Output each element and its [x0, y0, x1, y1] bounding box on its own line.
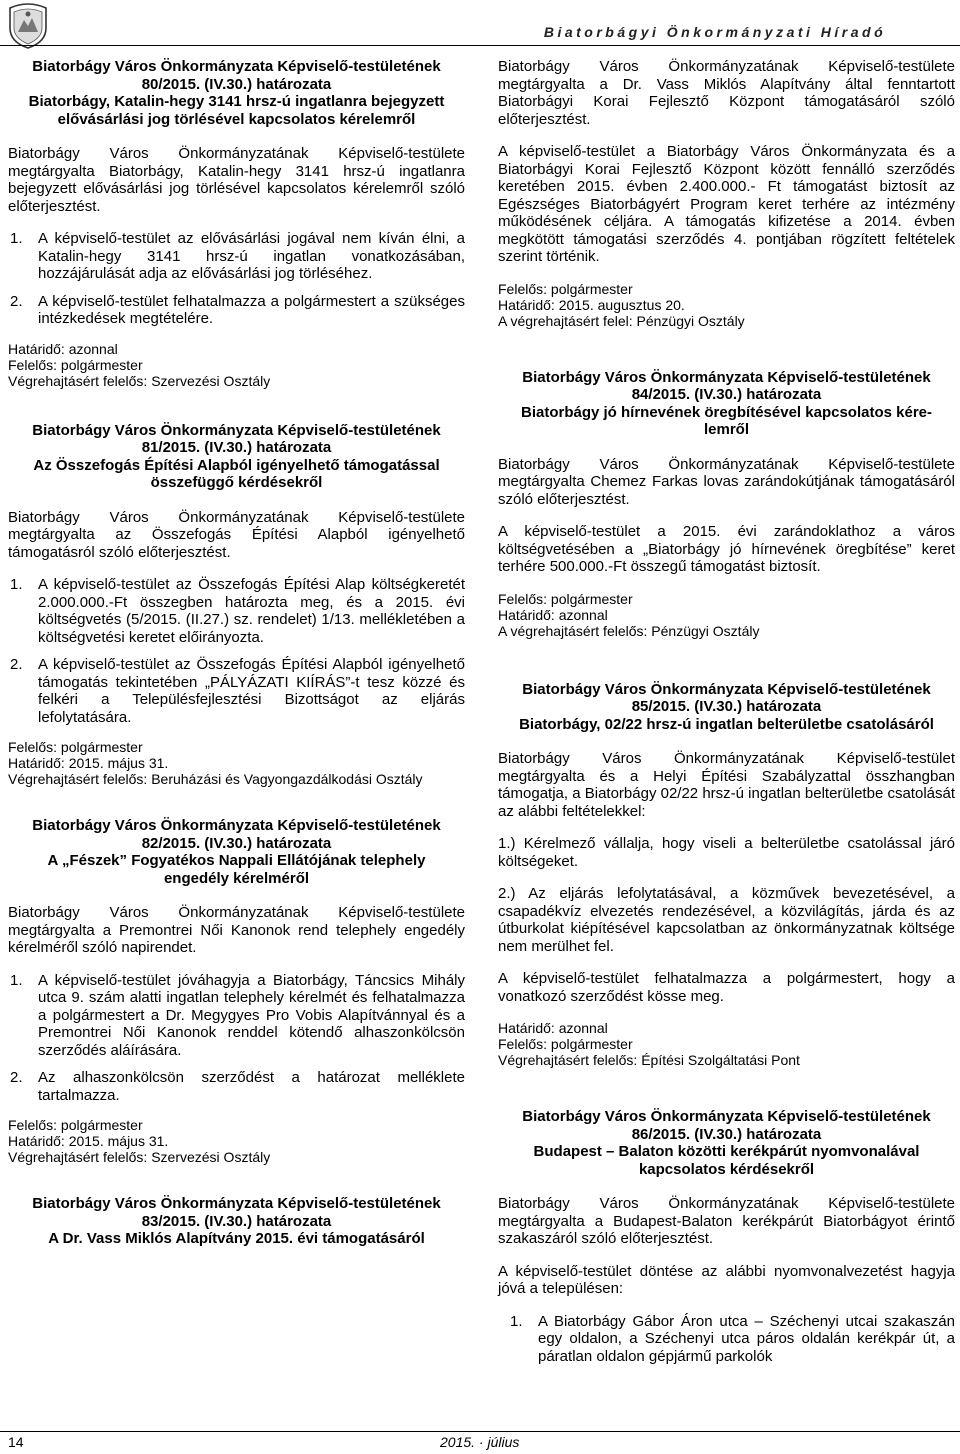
item-number: 1.: [510, 1312, 523, 1330]
heading-line: Biatorbágy Város Önkormányzata Képviselő-testületének: [522, 680, 931, 698]
deadline-line: Határidő: azonnal: [498, 1020, 608, 1036]
heading-line: Biatorbágy Város Önkormányzata Képviselő-testületének: [32, 58, 441, 75]
page-footer: [0, 1426, 960, 1454]
decision-list: [498, 1313, 955, 1366]
left-column: [8, 58, 465, 1265]
responsible-line: Felelős: polgármester: [8, 356, 143, 373]
heading-line: 85/2015. (IV.30.) határozata: [631, 698, 822, 715]
resolution-body: A képviselő-testület a 2015. évi zarándoklathoz a város költségvetésében a „Biatorbágy jó hírnevének öregbítése” keret terhére 500.000.-Ft összegű támogatást biztosít.: [498, 523, 955, 575]
list-item: [8, 576, 465, 646]
item-text: A képviselő-testület az elővásárlási jogával nem kíván élni, a Katalin-hegy 3141 hrsz-ú ingatlan vonatkozásában, hozzájárulását adja az elővásárlási jog törléséhez.: [38, 230, 465, 282]
item-text: Az alhaszonkölcsön szerződést a határozat melléklete tartalmazza.: [38, 1069, 465, 1104]
item-text: A képviselő-testület felhatalmazza a polgármestert a szükséges intézkedések megtételére.: [38, 292, 465, 327]
resolution-heading-83: [8, 1195, 465, 1248]
heading-line: 84/2015. (IV.30.) határozata: [631, 386, 822, 403]
resolution-heading-84: [498, 369, 955, 439]
deadline-line: Határidő: 2015. május 31.: [8, 755, 169, 771]
responsible-line: Felelős: polgármester: [498, 590, 633, 607]
item-text: A képviselő-testület az Összefogás Építési Alapból igényelhető támogatás tekintetében „PÁLYÁZATI KIÍRÁS”-t tesz közzé és felkéri a Településfejlesztési Bizottságot az eljárás lefolytatására.: [38, 656, 465, 726]
heading-line: Biatorbágy Város Önkormányzata Képviselő-testületének: [32, 817, 441, 834]
resolution-intro: Biatorbágy Város Önkormányzatának Képviselő-testülete megtárgyalta az Összefogás Építési Alapból igényelhető támogatásról szóló előterjesztést.: [8, 508, 465, 561]
resolution-heading-86: [498, 1108, 955, 1178]
heading-line: Biatorbágy Város Önkormányzata Képviselő-testületének: [522, 368, 931, 386]
right-column: [498, 58, 955, 1378]
coat-of-arms-logo: [6, 2, 50, 50]
responsible-line: Felelős: polgármester: [498, 280, 633, 297]
resolution-intro: Biatorbágy Város Önkormányzatának Képviselő-testülete megtárgyalta Chemez Farkas lovas zarándokútjának támogatásáról szóló előterjesztést.: [498, 455, 955, 508]
resolution-intro: Biatorbágy Város Önkormányzatának Képviselő-testülete megtárgyalta a Dr. Vass Miklós Alapítvány által fenntartott Biatorbágyi Korai Fejlesztő Központ támogatásáról szóló előterjesztést.: [498, 58, 955, 128]
executor-line: A végrehajtásért felelős: Pénzügyi Osztály: [498, 622, 760, 639]
resolution-heading-80: [8, 58, 465, 128]
footer-rule: [0, 1431, 960, 1432]
heading-line: Biatorbágy, Katalin-hegy 3141 hrsz-ú ingatlanra bejegyzett: [28, 93, 445, 110]
executor-line: A végrehajtásért felel: Pénzügyi Osztály: [498, 312, 745, 329]
deadline-line: Határidő: 2015. május 31.: [8, 1133, 169, 1149]
deadline-line: Határidő: azonnal: [498, 606, 608, 623]
item-number: 2.: [10, 1069, 23, 1086]
executor-line: Végrehajtásért felelős: Építési Szolgáltatási Pont: [498, 1052, 800, 1068]
heading-line: 86/2015. (IV.30.) határozata: [631, 1125, 822, 1143]
heading-line: Biatorbágy, 02/22 hrsz-ú ingatlan belterületbe csatolásáról: [519, 715, 934, 733]
resolution-intro: Biatorbágy Város Önkormányzatának Képviselő-testülete megtárgyalta a Budapest-Balaton kerékpárút Biatorbágyot érintő szakaszáról szóló előterjesztést.: [498, 1195, 955, 1247]
heading-line: összefüggő kérdésekről: [150, 474, 323, 491]
resolution-heading-81: [8, 422, 465, 492]
item-text: A képviselő-testület az Összefogás Építési Alap költségkeretét 2.000.000.-Ft összegben határozta meg, és a 2015. évi költségvetés (5/2015. (II.27.) sz. rendelet) 1/13. mellékletében a költségvetési keretet előirányozta.: [38, 576, 465, 646]
list-item: [8, 656, 465, 726]
deadline-line: Határidő: azonnal: [8, 340, 118, 357]
page-header: [0, 0, 960, 52]
heading-line: Az Összefogás Építési Alapból igényelhető támogatással: [33, 456, 440, 474]
heading-line: 82/2015. (IV.30.) határozata: [141, 834, 332, 852]
heading-line: Biatorbágy Város Önkormányzata Képviselő-testületének: [522, 1108, 931, 1125]
item-number: 1.: [10, 971, 23, 989]
item-number: 1.: [10, 230, 23, 247]
page-number: 14: [8, 1434, 24, 1450]
responsible-line: Felelős: polgármester: [8, 739, 143, 755]
heading-line: A Dr. Vass Miklós Alapítvány 2015. évi támogatásáról: [48, 1230, 425, 1247]
resolution-heading-85: [498, 681, 955, 734]
list-item: [8, 1069, 465, 1104]
resolution-body: A képviselő-testület felhatalmazza a polgármestert, hogy a vonatkozó szerződést kösse meg.: [498, 970, 955, 1005]
heading-line: Biatorbágy Város Önkormányzata Képviselő-testületének: [32, 421, 441, 439]
resolution-body: A képviselő-testület a Biatorbágy Város Önkormányzata és a Biatorbágyi Korai Fejlesztő Központ között fennálló szerződés keretében 2015. évben 2.400.000.- Ft támogatást biztosít az Egészséges Biatorbágyért Program keret terhére az intézmény működésének céljára. A támogatás kifizetése a 2014. évben megkötött támogatási szerződés 4. pontjában rögzített feltételek szerint történik.: [498, 143, 955, 265]
condition-2: 2.) Az eljárás lefolytatásával, a közművek bevezetésével, a csapadékvíz elvezetés rendezésével, a közvilágítás, járda és az útburkolat kiépítésével kapcsolatban az önkormányzatnak költsége nem merülhet fel.: [498, 885, 955, 955]
list-item: [8, 972, 465, 1060]
item-text: A Biatorbágy Gábor Áron utca – Széchenyi utcai szakaszán egy oldalon, a Széchenyi utca páros oldalán kerékpár út, a páratlan oldalon gépjármű parkolók: [538, 1312, 955, 1365]
responsibility-block: [498, 1020, 955, 1068]
item-number: 2.: [10, 292, 23, 310]
executor-line: Végrehajtásért felelős: Szervezési Osztály: [8, 372, 271, 389]
list-item: [8, 230, 465, 283]
heading-line: 83/2015. (IV.30.) határozata: [141, 1212, 332, 1230]
decision-list: [8, 972, 465, 1105]
list-item: [498, 1313, 955, 1366]
responsibility-block: [498, 591, 955, 639]
resolution-heading-82: [8, 817, 465, 887]
heading-line: Budapest – Balaton közötti kerékpárút nyomvonalával: [533, 1143, 920, 1160]
heading-line: 80/2015. (IV.30.) határozata: [141, 75, 332, 93]
condition-1: 1.) Kérelmező vállalja, hogy viseli a belterületbe csatolással járó költségeket.: [498, 835, 955, 870]
responsibility-block: [8, 1117, 465, 1165]
resolution-body: A képviselő-testület döntése az alábbi nyomvonalvezetést hagyja jóvá a településen:: [498, 1262, 955, 1297]
publication-title: Biatorbágyi Önkormányzati Híradó: [543, 24, 887, 40]
executor-line: Végrehajtásért felelős: Beruházási és Vagyongazdálkodási Osztály: [8, 771, 423, 787]
item-number: 1.: [10, 576, 23, 593]
header-rule: [0, 45, 960, 46]
heading-line: lemről: [703, 421, 749, 438]
heading-line: engedély kérelméről: [163, 869, 310, 887]
deadline-line: Határidő: 2015. augusztus 20.: [498, 296, 685, 313]
responsible-line: Felelős: polgármester: [8, 1117, 143, 1133]
list-item: [8, 293, 465, 328]
resolution-intro: Biatorbágy Város Önkormányzatának Képviselő-testülete megtárgyalta Biatorbágy, Katalin-hegy 3141 hrsz-ú ingatlanra bejegyzett elővásárlási jog törlésével kapcsolatos kérelemről szóló előterjesztést.: [8, 145, 465, 215]
responsibility-block: [8, 341, 465, 389]
decision-list: [8, 576, 465, 726]
executor-line: Végrehajtásért felelős: Szervezési Osztály: [8, 1149, 271, 1165]
item-text: A képviselő-testület jóváhagyja a Biatorbágy, Táncsics Mihály utca 9. szám alatti ingatlan telephely kérelmét és felhatalmazza a polgármestert a Dr. Megygyes Pro Vobis Alapítvánnyal és a Premontrei Női Kanonok renddel kötendő alhaszonkölcsön szerződés aláírására.: [38, 971, 465, 1059]
heading-line: Biatorbágy Város Önkormányzata Képviselő-testületének: [32, 1195, 441, 1212]
heading-line: elővásárlási jog törlésével kapcsolatos kérelemről: [57, 110, 416, 128]
responsible-line: Felelős: polgármester: [498, 1036, 633, 1052]
resolution-intro: Biatorbágy Város Önkormányzatának Képviselő-testület megtárgyalta és a Helyi Építési Szabályzattal összhangban támogatja, a Biatorbágy 02/22 hrsz-ú ingatlan belterületbe csatolását az alábbi feltételekkel:: [498, 750, 955, 820]
resolution-intro: Biatorbágy Város Önkormányzatának Képviselő-testülete megtárgyalta a Premontrei Női Kanonok rend telephely engedély kérelméről szóló napirendet.: [8, 904, 465, 956]
heading-line: kapcsolatos kérdésekről: [638, 1160, 815, 1178]
heading-line: 81/2015. (IV.30.) határozata: [141, 439, 332, 456]
decision-list: [8, 230, 465, 328]
responsibility-block: [8, 739, 465, 787]
responsibility-block: [498, 281, 955, 329]
heading-line: Biatorbágy jó hírnevének öregbítésével kapcsolatos kére-: [521, 403, 932, 421]
heading-line: A „Fészek” Fogyatékos Nappali Ellátójának telephely: [47, 852, 426, 869]
item-number: 2.: [10, 656, 23, 673]
issue-date: 2015. · július: [440, 1434, 520, 1450]
